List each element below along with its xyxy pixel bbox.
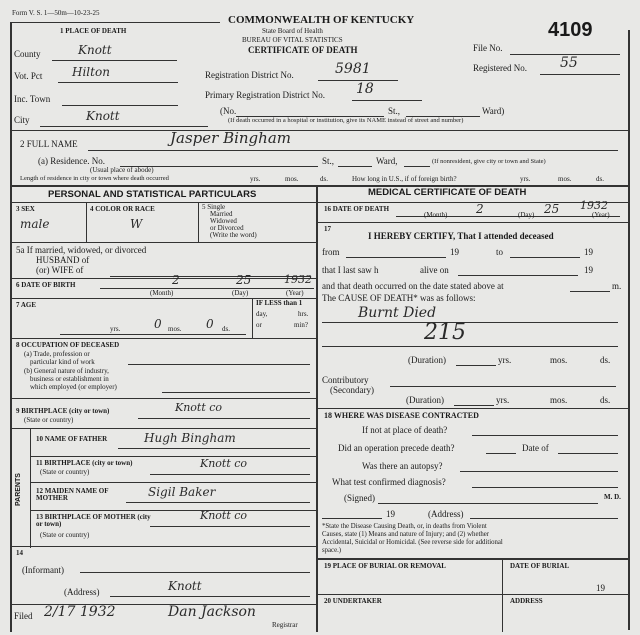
- duration-line-2: [454, 405, 494, 406]
- less-than-1: IF LESS than 1: [256, 299, 303, 307]
- state-note-4: space.): [322, 547, 342, 554]
- married-label-1: 5a If married, widowed, or divorced: [16, 245, 147, 255]
- cause-line-2: [322, 346, 618, 347]
- dob-year-caption: (Year): [286, 289, 304, 297]
- occupation-line-a: [128, 364, 310, 365]
- residence-st-line: [338, 166, 372, 167]
- rule-married: [10, 278, 316, 279]
- rule-duration: [316, 408, 628, 409]
- less-day: day,: [256, 310, 268, 318]
- state-note-3: Accidental, Suicidal or Homicidal. (See reverse side for additional: [322, 539, 503, 546]
- cause-value: Burnt Died: [358, 305, 437, 321]
- rule-death-date: [316, 222, 628, 223]
- father-birthplace-line: [150, 474, 310, 475]
- birthplace-label: 9 BIRTHPLACE (city or town): [16, 407, 110, 415]
- rule-sex: [10, 242, 316, 243]
- registered-no-value: 55: [560, 55, 578, 71]
- right-border: [628, 30, 630, 630]
- primary-district-value: 18: [356, 81, 374, 97]
- undertaker-address-label: ADDRESS: [510, 597, 543, 605]
- operation-label: Did an operation precede death?: [338, 443, 455, 453]
- registered-no-line: [540, 74, 620, 75]
- secondary-label: (Secondary): [330, 385, 374, 395]
- single-label-3: Widowed: [210, 217, 237, 225]
- city-label: City: [14, 115, 30, 125]
- county-label: County: [14, 49, 41, 59]
- autopsy-line: [460, 471, 618, 472]
- length-mos: mos.: [285, 175, 299, 183]
- to-label: to: [496, 247, 504, 257]
- duration-mos-2: mos.: [550, 395, 568, 405]
- test-line: [472, 487, 618, 488]
- registration-district-label: Registration District No.: [205, 70, 294, 80]
- from-19: 19: [450, 247, 459, 257]
- dob-line: [100, 288, 314, 289]
- informant-address-line: [110, 596, 310, 597]
- death-occurred-label: and that death occurred on the date stated above at: [322, 281, 504, 291]
- residence-ward-line: [404, 166, 430, 167]
- death-month: 2: [476, 202, 484, 216]
- birthplace-value: Knott co: [175, 401, 223, 414]
- medical-heading: MEDICAL CERTIFICATE OF DEATH: [368, 187, 527, 198]
- rule-headings: [10, 202, 628, 203]
- autopsy-label: Was there an autopsy?: [362, 461, 443, 471]
- dob-day: 25: [236, 273, 252, 287]
- alive-on-label: alive on: [420, 265, 449, 275]
- sex-label: 3 SEX: [16, 205, 35, 213]
- dob-month-caption: (Month): [150, 289, 174, 297]
- father-name-label: 10 NAME OF FATHER: [36, 435, 108, 443]
- city-line: [40, 126, 208, 127]
- county-value: Knott: [78, 43, 112, 57]
- duration-label: (Duration): [408, 355, 446, 365]
- birthplace-label-2: (State or country): [24, 416, 74, 424]
- rule-place: [10, 130, 628, 131]
- residence-usual: (Usual place of abode): [90, 166, 154, 174]
- single-label-1: 5 Single: [202, 203, 226, 211]
- sign-date-line: [322, 518, 382, 519]
- occupation-label-6: which employed (or employer): [30, 383, 117, 391]
- left-border: [10, 22, 12, 632]
- county-line: [52, 60, 177, 61]
- full-name-line: [88, 150, 618, 151]
- personal-heading: PERSONAL AND STATISTICAL PARTICULARS: [48, 189, 257, 200]
- father-birthplace-value: Knott co: [200, 457, 248, 470]
- state-note-2: Causes, state (1) Means and nature of Injury; and (2) whether: [322, 531, 490, 538]
- rule-father: [30, 456, 316, 457]
- mother-birthplace-label: 13 BIRTHPLACE OF MOTHER (city or town): [36, 513, 151, 528]
- informant-label: (Informant): [22, 565, 64, 575]
- mother-name-label: 12 MAIDEN NAME OF MOTHER: [36, 487, 109, 502]
- father-name-line: [118, 448, 310, 449]
- age-ds-label: ds.: [222, 325, 230, 333]
- length-ds: ds.: [320, 175, 328, 183]
- filed-value: 2/17 1932: [44, 604, 116, 620]
- age-line: [60, 334, 246, 335]
- father-name-value: Hugh Bingham: [144, 431, 236, 445]
- how-long-label: How long in U.S., if of foreign birth?: [352, 175, 457, 183]
- mother-name-line: [126, 502, 310, 503]
- primary-district-line: [352, 100, 422, 101]
- rule-occupation: [10, 398, 316, 399]
- dob-year: 1932: [284, 273, 312, 286]
- occupation-label-2: (a) Trade, profession or: [24, 350, 90, 358]
- date-of-label: Date of: [522, 443, 549, 453]
- how-long-mos: mos.: [558, 175, 572, 183]
- married-label-3: (or) WIFE of: [36, 265, 84, 275]
- father-birthplace-label: 11 BIRTHPLACE (city or town): [36, 459, 133, 467]
- duration-ds: ds.: [600, 355, 611, 365]
- cause-label: The CAUSE OF DEATH* was as follows:: [322, 293, 476, 303]
- last-saw-label: that I last saw h: [322, 265, 379, 275]
- contributory-label: Contributory: [322, 375, 369, 385]
- signed-label: (Signed): [344, 493, 375, 503]
- rule-medical-bottom: [316, 558, 628, 560]
- duration-yrs-2: yrs.: [496, 395, 510, 405]
- from-line: [346, 257, 446, 258]
- age-divider: [252, 298, 253, 338]
- mother-name-value: Sigil Baker: [148, 485, 216, 499]
- bureau-title: BUREAU OF VITAL STATISTICS: [242, 36, 343, 44]
- age-yrs-label: yrs.: [110, 325, 121, 333]
- test-label: What test confirmed diagnosis?: [332, 477, 446, 487]
- rule-header: [10, 22, 220, 23]
- rule-age: [10, 338, 316, 339]
- vot-pct-label: Vot. Pct: [14, 71, 43, 81]
- not-at-place: If not at place of death?: [362, 425, 448, 435]
- registrar-label: Registrar: [272, 621, 298, 629]
- inc-town-label: Inc. Town: [14, 94, 51, 104]
- burial-label: 19 PLACE OF BURIAL OR REMOVAL: [324, 562, 446, 570]
- color-label: 4 COLOR OR RACE: [90, 205, 155, 213]
- inc-town-line: [62, 105, 178, 106]
- rule-name: [10, 185, 628, 187]
- informant-address-label: (Address): [64, 587, 100, 597]
- less-or: or: [256, 321, 262, 329]
- signed-line: [378, 503, 598, 504]
- form-number: Form V. S. 1—50m—10-23-25: [12, 9, 100, 17]
- cause-line-1: [322, 322, 618, 323]
- mother-birthplace-value: Knott co: [200, 509, 248, 522]
- burial-divider: [502, 558, 503, 632]
- age-mos-value: 0: [154, 317, 162, 331]
- not-at-place-line: [472, 435, 618, 436]
- single-label-2: Married: [210, 210, 233, 218]
- registered-no-label: Registered No.: [473, 63, 527, 73]
- sex-divider: [86, 202, 87, 242]
- age-mos-label: mos.: [168, 325, 182, 333]
- dob-label: 6 DATE OF BIRTH: [16, 281, 76, 289]
- alive-19: 19: [584, 265, 593, 275]
- parents-label: PARENTS: [15, 473, 22, 506]
- nonresident-note: (If nonresident, give city or town and State): [432, 158, 546, 165]
- residence-ward-label: Ward,: [376, 156, 398, 166]
- item-17: 17: [324, 225, 331, 233]
- full-name-label: 2 FULL NAME: [20, 139, 78, 149]
- undertaker-label: 20 UNDERTAKER: [324, 597, 382, 605]
- vot-pct-line: [58, 82, 178, 83]
- dob-day-caption: (Day): [232, 289, 249, 297]
- death-occurred-line: [570, 291, 610, 292]
- board-title: State Board of Health: [262, 27, 323, 35]
- vot-pct-value: Hilton: [72, 65, 110, 79]
- certificate-number: 4109: [548, 19, 593, 41]
- rule-burial: [316, 594, 628, 595]
- where-contracted: 18 WHERE WAS DISEASE CONTRACTED: [324, 411, 479, 420]
- how-long-yrs: yrs.: [520, 175, 531, 183]
- medical-address-label: (Address): [428, 509, 464, 519]
- mother-birthplace-line: [150, 526, 310, 527]
- file-no-label: File No.: [473, 43, 503, 53]
- informant-number: 14: [16, 549, 23, 557]
- color-value: W: [130, 217, 143, 231]
- certify-text: I HEREBY CERTIFY, That I attended deceased: [368, 231, 554, 241]
- death-year: 1932: [580, 199, 608, 212]
- rule-mother-birthplace: [10, 546, 316, 547]
- duration-mos: mos.: [550, 355, 568, 365]
- to-19: 19: [584, 247, 593, 257]
- place-of-death-heading: 1 PLACE OF DEATH: [60, 27, 127, 35]
- single-label-5: (Write the word): [210, 231, 257, 239]
- from-label: from: [322, 247, 340, 257]
- occupation-label-5: business or establishment in: [30, 375, 109, 383]
- commonwealth-title: COMMONWEALTH OF KENTUCKY: [228, 14, 415, 26]
- hospital-note: (If death occurred in a hospital or institution, give its NAME instead of street and number): [228, 117, 464, 124]
- rule-mother: [30, 510, 316, 511]
- occupation-label-4: (b) General nature of industry,: [24, 367, 109, 375]
- primary-district-label: Primary Registration District No.: [205, 90, 325, 100]
- certificate-title: CERTIFICATE OF DEATH: [248, 45, 358, 55]
- burial-19: 19: [596, 583, 605, 593]
- sex-value: male: [20, 217, 50, 231]
- married-line: [110, 276, 310, 277]
- medical-address-line: [470, 518, 618, 519]
- death-year-caption: (Year): [592, 211, 610, 219]
- to-line: [510, 257, 580, 258]
- occupation-label-1: 8 OCCUPATION OF DECEASED: [16, 341, 120, 349]
- age-label: 7 AGE: [16, 301, 37, 309]
- duration-ds-2: ds.: [600, 395, 611, 405]
- city-value: Knott: [86, 109, 120, 123]
- place-no-label: (No.: [220, 106, 237, 116]
- residence-label: (a) Residence. No.: [38, 156, 105, 166]
- place-ward-label: Ward): [482, 106, 505, 116]
- duration-line: [456, 365, 496, 366]
- full-name-value: Jasper Bingham: [170, 129, 291, 147]
- date-burial-label: DATE OF BURIAL: [510, 562, 570, 570]
- state-note-1: *State the Disease Causing Death, or, in deaths from Violent: [322, 523, 487, 530]
- less-min: min?: [294, 321, 308, 329]
- duration-yrs: yrs.: [498, 355, 512, 365]
- less-hrs: hrs.: [298, 310, 309, 318]
- mother-birthplace-label-2: (State or country): [40, 531, 90, 539]
- color-divider: [198, 202, 199, 242]
- operation-line: [486, 453, 516, 454]
- rule-birthplace: [10, 428, 316, 429]
- registration-district-value: 5981: [335, 61, 371, 77]
- length-yrs: yrs.: [250, 175, 261, 183]
- occupation-label-3: particular kind of work: [30, 358, 95, 366]
- birthplace-line: [138, 418, 310, 419]
- death-month-caption: (Month): [424, 211, 448, 219]
- age-ds-value: 0: [206, 317, 214, 331]
- alive-on-line: [458, 275, 578, 276]
- contributory-line: [390, 386, 616, 387]
- md-label: M. D.: [604, 493, 621, 501]
- registrar-value: Dan Jackson: [168, 604, 256, 620]
- single-label-4: or Divorced: [210, 224, 244, 232]
- death-occurred-m: m.: [612, 281, 622, 291]
- how-long-ds: ds.: [596, 175, 604, 183]
- death-day-caption: (Day): [518, 211, 535, 219]
- parents-divider: [30, 428, 31, 548]
- cause-code: 215: [424, 320, 466, 345]
- filed-label: Filed: [14, 611, 33, 621]
- death-day: 25: [544, 202, 560, 216]
- length-residence-label: Length of residence in city or town where death occurred: [20, 175, 169, 182]
- duration-label-2: (Duration): [406, 395, 444, 405]
- father-birthplace-label-2: (State or country): [40, 468, 90, 476]
- date-of-death-label: 16 DATE OF DEATH: [324, 205, 390, 213]
- married-label-2: HUSBAND of: [36, 255, 90, 265]
- sign-19: 19: [386, 509, 395, 519]
- place-st-label: St.,: [388, 106, 401, 116]
- residence-st-label: St.,: [322, 156, 335, 166]
- occupation-line-b: [162, 392, 310, 393]
- rule-father-birthplace: [30, 482, 316, 483]
- informant-address-value: Knott: [168, 579, 202, 593]
- informant-line: [80, 572, 310, 573]
- dob-month: 2: [172, 273, 180, 287]
- date-of-line: [558, 453, 618, 454]
